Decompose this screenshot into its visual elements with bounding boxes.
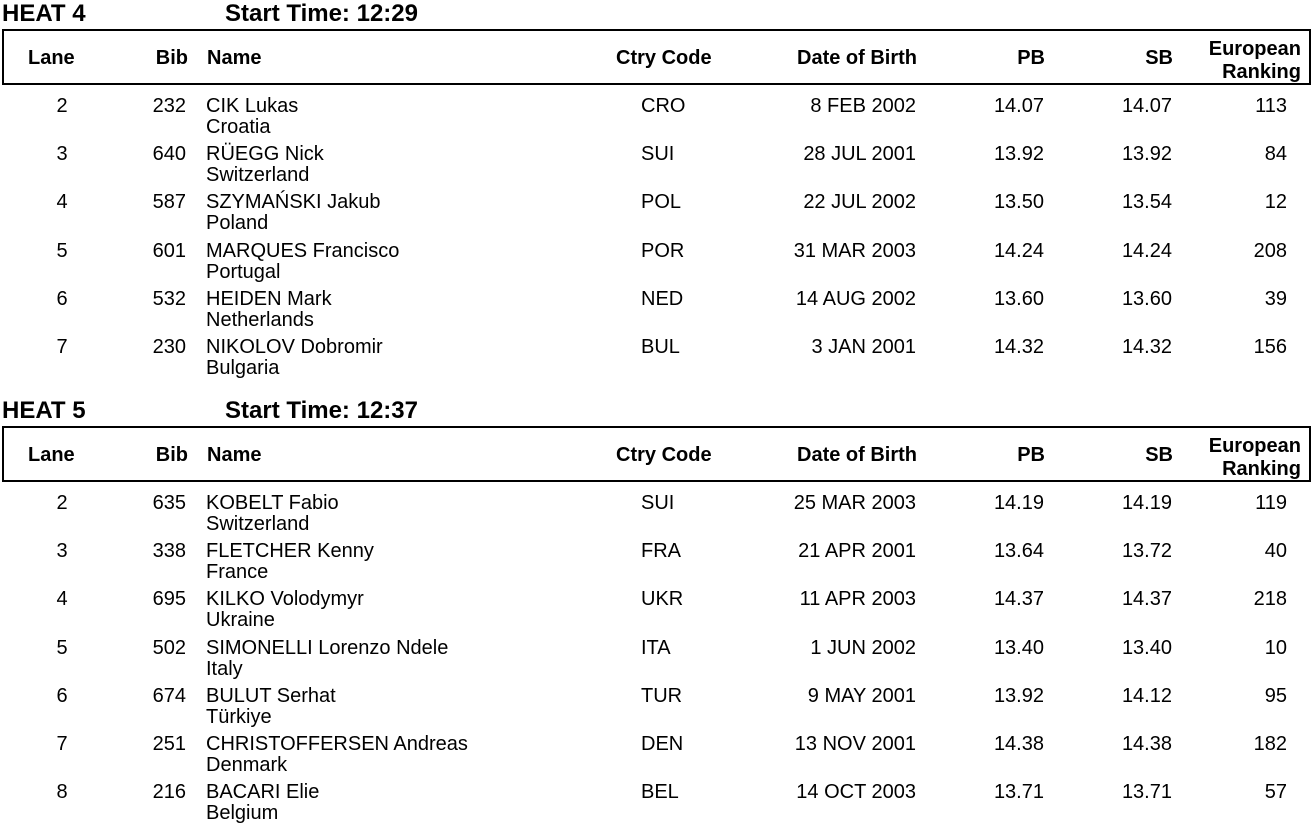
- bib-cell: 532: [152, 287, 186, 310]
- col-ranking: Ranking: [1222, 458, 1301, 480]
- country-code: POR: [641, 239, 685, 262]
- date-of-birth: 8 FEB 2002: [810, 95, 916, 117]
- ranking-cell: 95: [1264, 684, 1287, 707]
- lane-cell: 7: [56, 733, 68, 755]
- bib-cell: 695: [152, 588, 186, 611]
- col-ctry-code: Ctry Code: [616, 444, 712, 466]
- country-name: Denmark: [206, 754, 288, 776]
- sb-cell: 13.40: [1121, 636, 1172, 659]
- country-code: TUR: [641, 684, 683, 707]
- country-code: FRA: [641, 540, 681, 563]
- country-name: Switzerland: [206, 513, 310, 535]
- athlete-name: BULUT Serhat: [206, 684, 336, 707]
- date-of-birth: 25 MAR 2003: [793, 492, 916, 514]
- country-name: France: [206, 561, 269, 584]
- bib-cell: 635: [152, 492, 186, 514]
- country-code: POL: [641, 191, 682, 214]
- athlete-name: KILKO Volodymyr: [206, 588, 364, 611]
- ranking-cell: 40: [1264, 540, 1287, 563]
- table-row: [0, 288, 1315, 336]
- col-european: European: [1208, 38, 1301, 60]
- country-name: Poland: [206, 212, 269, 235]
- lane-cell: 5: [56, 239, 68, 262]
- pb-cell: 14.07: [993, 95, 1044, 117]
- col-lane: Lane: [28, 47, 75, 69]
- sb-cell: 14.19: [1121, 492, 1172, 514]
- athlete-name: SIMONELLI Lorenzo Ndele: [206, 636, 449, 659]
- bib-cell: 502: [152, 636, 186, 659]
- start-time: Start Time: 12:29: [225, 0, 418, 27]
- bib-cell: 674: [152, 684, 186, 707]
- lane-cell: 2: [56, 492, 68, 514]
- ranking-cell: 39: [1264, 287, 1287, 310]
- col-pb: PB: [1017, 47, 1045, 69]
- ranking-cell: 182: [1253, 733, 1287, 755]
- date-of-birth: 14 OCT 2003: [796, 781, 916, 804]
- ranking-cell: 218: [1253, 588, 1287, 611]
- col-bib: Bib: [155, 444, 188, 466]
- date-of-birth: 11 APR 2003: [799, 588, 916, 611]
- bib-cell: 230: [152, 336, 186, 358]
- pb-cell: 14.24: [993, 239, 1044, 262]
- table-row: [0, 143, 1315, 191]
- date-of-birth: 22 JUL 2002: [803, 191, 916, 214]
- pb-cell: 13.92: [993, 143, 1044, 166]
- sb-cell: 14.38: [1121, 733, 1172, 755]
- pb-cell: 14.38: [993, 733, 1044, 755]
- athlete-name: KOBELT Fabio: [206, 492, 339, 514]
- col-ranking: Ranking: [1222, 61, 1301, 83]
- bib-cell: 338: [152, 540, 186, 563]
- lane-cell: 5: [56, 636, 68, 659]
- ranking-cell: 84: [1264, 143, 1287, 166]
- table-row: [0, 781, 1315, 829]
- country-code: BUL: [641, 336, 680, 358]
- col-date-of-birth: Date of Birth: [797, 47, 917, 69]
- pb-cell: 13.60: [993, 287, 1044, 310]
- table-row: [0, 733, 1315, 781]
- country-name: Ukraine: [206, 609, 275, 632]
- sb-cell: 14.24: [1121, 239, 1172, 262]
- heat-label: HEAT 5: [2, 397, 86, 424]
- bib-cell: 216: [152, 781, 186, 804]
- country-code: UKR: [641, 588, 684, 611]
- col-bib: Bib: [155, 47, 188, 69]
- athlete-name: CHRISTOFFERSEN Andreas: [206, 733, 468, 755]
- bib-cell: 251: [152, 733, 186, 755]
- bib-cell: 640: [152, 143, 186, 166]
- date-of-birth: 3 JAN 2001: [811, 336, 916, 358]
- date-of-birth: 14 AUG 2002: [795, 287, 916, 310]
- table-row: [0, 240, 1315, 288]
- sb-cell: 13.54: [1121, 191, 1172, 214]
- sb-cell: 13.92: [1121, 143, 1172, 166]
- table-row: [0, 685, 1315, 733]
- pb-cell: 14.32: [993, 336, 1044, 358]
- col-name: Name: [207, 444, 262, 466]
- col-pb: PB: [1017, 444, 1045, 466]
- table-header: [2, 29, 1311, 85]
- athlete-name: NIKOLOV Dobromir: [206, 336, 383, 358]
- col-lane: Lane: [28, 444, 75, 466]
- pb-cell: 13.64: [993, 540, 1044, 563]
- sb-cell: 14.32: [1121, 336, 1172, 358]
- pb-cell: 14.37: [993, 588, 1044, 611]
- col-sb: SB: [1145, 444, 1173, 466]
- country-code: NED: [641, 287, 684, 310]
- country-name: Netherlands: [206, 308, 314, 331]
- ranking-cell: 119: [1255, 492, 1287, 514]
- bib-cell: 587: [152, 191, 186, 214]
- col-ctry-code: Ctry Code: [616, 47, 712, 69]
- country-name: Bulgaria: [206, 357, 280, 379]
- date-of-birth: 21 APR 2001: [798, 540, 916, 563]
- start-time: Start Time: 12:37: [225, 397, 418, 424]
- bib-cell: 601: [152, 239, 186, 262]
- date-of-birth: 13 NOV 2001: [794, 733, 916, 755]
- sb-cell: 13.71: [1121, 781, 1172, 804]
- ranking-cell: 208: [1253, 239, 1287, 262]
- pb-cell: 13.71: [993, 781, 1044, 804]
- ranking-cell: 10: [1264, 636, 1287, 659]
- table-row: [0, 637, 1315, 685]
- col-date-of-birth: Date of Birth: [797, 444, 917, 466]
- ranking-cell: 156: [1253, 336, 1287, 358]
- country-code: SUI: [641, 492, 675, 514]
- country-name: Türkiye: [206, 705, 272, 728]
- date-of-birth: 31 MAR 2003: [793, 239, 916, 262]
- col-european: European: [1208, 435, 1301, 457]
- athlete-name: BACARI Elie: [206, 781, 320, 804]
- lane-cell: 3: [56, 540, 68, 563]
- sb-cell: 14.37: [1121, 588, 1172, 611]
- athlete-name: SZYMAŃSKI Jakub: [206, 191, 381, 214]
- lane-cell: 4: [56, 588, 68, 611]
- table-row: [0, 540, 1315, 588]
- athlete-name: RÜEGG Nick: [206, 143, 324, 166]
- country-name: Belgium: [206, 802, 279, 825]
- table-row: [0, 336, 1315, 384]
- country-code: BEL: [641, 781, 679, 804]
- sb-cell: 14.12: [1121, 684, 1172, 707]
- lane-cell: 7: [56, 336, 68, 358]
- lane-cell: 8: [56, 781, 68, 804]
- country-name: Italy: [206, 657, 243, 680]
- athlete-name: HEIDEN Mark: [206, 287, 332, 310]
- pb-cell: 13.92: [993, 684, 1044, 707]
- country-code: DEN: [641, 733, 684, 755]
- sb-cell: 13.60: [1121, 287, 1172, 310]
- table-row: [0, 95, 1315, 143]
- athlete-name: FLETCHER Kenny: [206, 540, 374, 563]
- country-code: SUI: [641, 143, 675, 166]
- col-sb: SB: [1145, 47, 1173, 69]
- pb-cell: 13.40: [993, 636, 1044, 659]
- ranking-cell: 57: [1264, 781, 1287, 804]
- date-of-birth: 1 JUN 2002: [810, 636, 916, 659]
- lane-cell: 4: [56, 191, 68, 214]
- ranking-cell: 12: [1264, 191, 1287, 214]
- country-code: ITA: [641, 636, 671, 659]
- lane-cell: 6: [56, 287, 68, 310]
- athlete-name: MARQUES Francisco: [206, 239, 400, 262]
- sb-cell: 13.72: [1121, 540, 1172, 563]
- athlete-name: CIK Lukas: [206, 95, 299, 117]
- country-name: Portugal: [206, 260, 281, 283]
- bib-cell: 232: [152, 95, 186, 117]
- sb-cell: 14.07: [1121, 95, 1172, 117]
- date-of-birth: 28 JUL 2001: [803, 143, 916, 166]
- country-name: Switzerland: [206, 164, 310, 187]
- table-row: [0, 588, 1315, 636]
- lane-cell: 3: [56, 143, 68, 166]
- ranking-cell: 113: [1255, 95, 1287, 117]
- date-of-birth: 9 MAY 2001: [807, 684, 916, 707]
- country-name: Croatia: [206, 116, 271, 138]
- heat-label: HEAT 4: [2, 0, 86, 27]
- country-code: CRO: [641, 95, 686, 117]
- table-header: [2, 426, 1311, 482]
- lane-cell: 6: [56, 684, 68, 707]
- pb-cell: 14.19: [993, 492, 1044, 514]
- table-row: [0, 191, 1315, 239]
- lane-cell: 2: [56, 95, 68, 117]
- table-row: [0, 492, 1315, 540]
- pb-cell: 13.50: [993, 191, 1044, 214]
- col-name: Name: [207, 47, 262, 69]
